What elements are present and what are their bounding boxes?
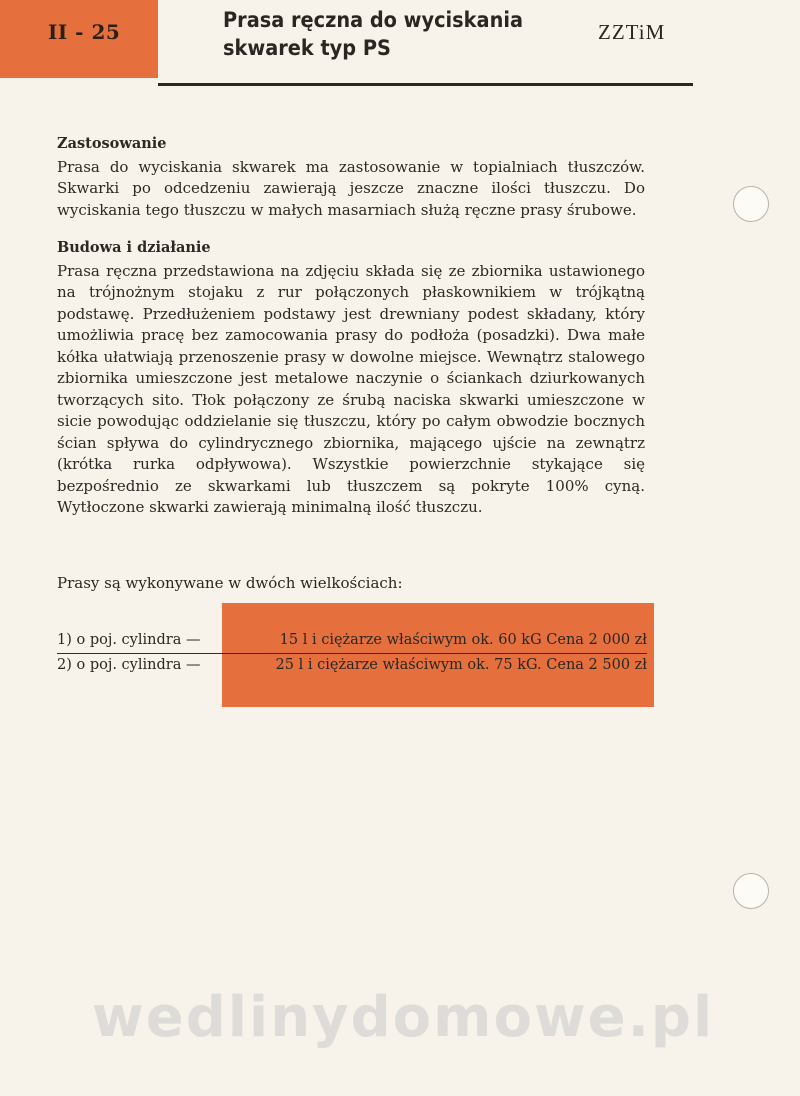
price-highlight-box [222, 603, 654, 707]
section-construction [57, 237, 645, 519]
size-row-label: 1) o poj. cylindra — [57, 632, 201, 648]
size-row-details: 15 l i ciężarze właściwym ok. 60 kG Cena 2 000 zł [279, 632, 647, 648]
section-paragraph: Prasa do wyciskania skwarek ma zastosowanie w topialniach tłuszczów. Skwarki po odcedzeniu zawierają jeszcze znaczne ilości tłuszczu. Do wyciskania tego tłuszczu w małych masarniach służą ręczne prasy śrubowe. [57, 157, 645, 219]
size-row [57, 657, 647, 673]
sizes-intro: Prasy są wykonywane w dwóch wielkościach: [57, 574, 403, 592]
section-heading: Budowa i działanie [57, 239, 211, 256]
title-line-1: Prasa ręczna do wyciskania [223, 8, 523, 32]
size-row [57, 632, 647, 648]
size-row-label: 2) o poj. cylindra — [57, 657, 201, 673]
section-paragraph: Prasa ręczna przedstawiona na zdjęciu składa się ze zbiornika ustawionego na trójnożnym stojaku z rur połączonych płaskownikiem w trójkątną podstawę. Przedłużeniem podstawy jest drewniany podest składany, który umożliwia pracę bez zamocowania prasy do podłoża (posadzki). Dwa małe kółka ułatwiają przenoszenie prasy w dowolne miejsce. Wewnątrz stalowego zbiornika umieszczone jest metalowe naczynie o ściankach dziurkowanych tworzących sito. Tłok połączony ze śrubą naciska skwarki umieszczone w sicie powodując oddzielanie się tłuszczu, który po całym obwodzie bocznych ścian spływa do cylindrycznego zbiornika, mającego ujście na zewnątrz (krótka rurka odpływowa). Wszystkie powierzchnie stykające się bezpośrednio ze skwarkami lub tłuszczem są pokryte 100% cyną. Wytłoczone skwarki zawierają minimalną ilość tłuszczu. [57, 261, 645, 516]
section-tab [0, 0, 158, 78]
binder-hole [733, 186, 769, 222]
section-application [57, 133, 645, 221]
document-title [223, 6, 554, 62]
title-line-2: skwarek typ PS [223, 36, 391, 60]
size-row-details: 25 l i ciężarze właściwym ok. 75 kG. Cena 2 500 zł [275, 657, 647, 673]
section-heading: Zastosowanie [57, 135, 167, 152]
row-divider [57, 653, 647, 654]
brand-label: ZZTiM [598, 20, 666, 44]
binder-hole [733, 873, 769, 909]
header-rule [158, 83, 693, 86]
document-body [57, 133, 645, 519]
watermark-text: wedlinydomowe.pl [92, 985, 715, 1050]
section-code: II - 25 [48, 20, 121, 44]
